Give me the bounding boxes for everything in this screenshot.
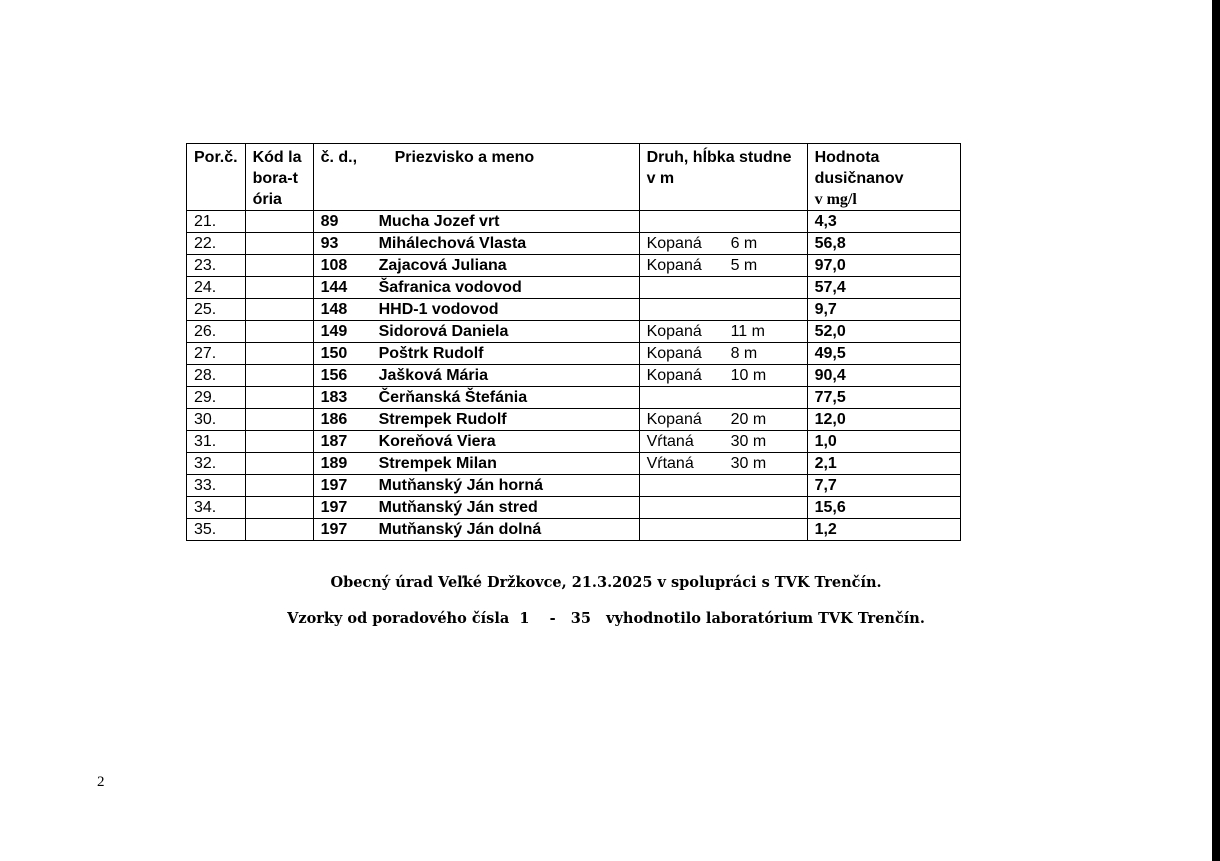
table-header-row: [187, 144, 961, 211]
house-number: 89: [320, 213, 339, 230]
cell-name: [313, 211, 639, 233]
cell-kod: [245, 519, 313, 541]
header-druh: [639, 144, 807, 211]
house-number: 144: [320, 279, 348, 296]
table-row: [187, 475, 961, 497]
owner-name: Strempek Rudolf: [378, 411, 507, 428]
header-value-label: Hodnota dusičnanov: [814, 149, 904, 187]
cell-name: [313, 475, 639, 497]
header-kod: [245, 144, 313, 211]
cell-value: 2,1: [807, 453, 960, 475]
cell-value: 4,3: [807, 211, 960, 233]
cell-value: 90,4: [807, 365, 960, 387]
house-number: 197: [320, 477, 348, 494]
table-row: [187, 277, 961, 299]
note-laboratory: Vzorky od poradového čísla 1 - 35 vyhodnotilo laboratórium TVK Trenčín.: [287, 610, 925, 627]
table-row: [187, 365, 961, 387]
header-name: [313, 144, 639, 211]
well-type: Kopaná: [646, 367, 702, 384]
cell-value: 15,6: [807, 497, 960, 519]
cell-kod: [245, 365, 313, 387]
cell-por: 24.: [187, 277, 246, 299]
cell-value: 9,7: [807, 299, 960, 321]
cell-druh: [639, 255, 807, 277]
cell-value: 77,5: [807, 387, 960, 409]
owner-name: Mutňanský Ján horná: [378, 477, 544, 494]
cell-druh: [639, 475, 807, 497]
cell-por: 35.: [187, 519, 246, 541]
cell-value: 52,0: [807, 321, 960, 343]
cell-name: [313, 453, 639, 475]
owner-name: Šafranica vodovod: [378, 279, 522, 296]
cell-name: [313, 343, 639, 365]
header-druh-label: Druh, hĺbka studne v m: [646, 149, 792, 187]
cell-por: 34.: [187, 497, 246, 519]
cell-name: [313, 387, 639, 409]
table-row: [187, 497, 961, 519]
table-row: [187, 453, 961, 475]
cell-value: 1,2: [807, 519, 960, 541]
well-depth: 30 m: [730, 455, 767, 472]
house-number: 189: [320, 455, 348, 472]
cell-kod: [245, 343, 313, 365]
owner-name: Mihálechová Vlasta: [378, 235, 527, 252]
house-number: 187: [320, 433, 348, 450]
owner-name: Sidorová Daniela: [378, 323, 509, 340]
cell-por: 25.: [187, 299, 246, 321]
cell-druh: [639, 453, 807, 475]
cell-name: [313, 233, 639, 255]
cell-druh: [639, 387, 807, 409]
cell-kod: [245, 431, 313, 453]
house-number: 93: [320, 235, 339, 252]
well-depth: 6 m: [730, 235, 758, 252]
cell-name: [313, 497, 639, 519]
well-type: Vŕtaná: [646, 455, 694, 472]
cell-por: 23.: [187, 255, 246, 277]
owner-name: HHD-1 vodovod: [378, 301, 499, 318]
well-depth: 30 m: [730, 433, 767, 450]
cell-por: 27.: [187, 343, 246, 365]
house-number: 197: [320, 521, 348, 538]
cell-kod: [245, 475, 313, 497]
table-row: [187, 387, 961, 409]
cell-kod: [245, 387, 313, 409]
cell-name: [313, 255, 639, 277]
cell-value: 97,0: [807, 255, 960, 277]
cell-kod: [245, 409, 313, 431]
cell-druh: [639, 277, 807, 299]
cell-druh: [639, 431, 807, 453]
cell-name: [313, 431, 639, 453]
well-type: Kopaná: [646, 411, 702, 428]
well-depth: 8 m: [730, 345, 758, 362]
house-number: 148: [320, 301, 348, 318]
cell-por: 28.: [187, 365, 246, 387]
well-type: Vŕtaná: [646, 433, 694, 450]
cell-por: 30.: [187, 409, 246, 431]
house-number: 108: [320, 257, 348, 274]
well-depth: 5 m: [730, 257, 758, 274]
table-row: [187, 321, 961, 343]
cell-kod: [245, 277, 313, 299]
cell-name: [313, 277, 639, 299]
house-number: 186: [320, 411, 348, 428]
note-office: Obecný úrad Veľké Držkovce, 21.3.2025 v spolupráci s TVK Trenčín.: [330, 574, 882, 591]
cell-por: 29.: [187, 387, 246, 409]
cell-druh: [639, 409, 807, 431]
house-number: 149: [320, 323, 348, 340]
cell-druh: [639, 321, 807, 343]
house-number: 156: [320, 367, 348, 384]
cell-druh: [639, 519, 807, 541]
owner-name: Zajacová Juliana: [378, 257, 507, 274]
cell-name: [313, 299, 639, 321]
table-body: [187, 211, 961, 541]
header-value-unit: v mg/l: [814, 191, 857, 208]
house-number: 183: [320, 389, 348, 406]
well-depth: 20 m: [730, 411, 767, 428]
table-row: [187, 343, 961, 365]
cell-value: 49,5: [807, 343, 960, 365]
cell-kod: [245, 453, 313, 475]
cell-kod: [245, 497, 313, 519]
cell-kod: [245, 255, 313, 277]
table-row: [187, 233, 961, 255]
cell-por: 26.: [187, 321, 246, 343]
page-edge-bar: [1212, 0, 1220, 861]
owner-name: Čerňanská Štefánia: [378, 389, 528, 406]
cell-value: 57,4: [807, 277, 960, 299]
cell-druh: [639, 211, 807, 233]
cell-por: 21.: [187, 211, 246, 233]
cell-kod: [245, 233, 313, 255]
table-row: [187, 211, 961, 233]
header-kod-label: Kód labora-tória: [252, 149, 302, 208]
cell-value: 56,8: [807, 233, 960, 255]
owner-name: Poštrk Rudolf: [378, 345, 484, 362]
cell-por: 22.: [187, 233, 246, 255]
well-depth: 11 m: [730, 323, 765, 340]
owner-name: Mutňanský Ján dolná: [378, 521, 542, 538]
cell-name: [313, 409, 639, 431]
cell-name: [313, 365, 639, 387]
cell-por: 32.: [187, 453, 246, 475]
cell-name: [313, 321, 639, 343]
owner-name: Mucha Jozef vrt: [378, 213, 500, 230]
cell-name: [313, 519, 639, 541]
well-depth: 10 m: [730, 367, 767, 384]
owner-name: Mutňanský Ján stred: [378, 499, 538, 516]
cell-druh: [639, 233, 807, 255]
cell-druh: [639, 299, 807, 321]
owner-name: Jašková Mária: [378, 367, 488, 384]
table-row: [187, 431, 961, 453]
header-cd: č. d.,: [320, 149, 358, 166]
header-name-label: Priezvisko a meno: [394, 149, 535, 166]
table-row: [187, 409, 961, 431]
cell-kod: [245, 299, 313, 321]
cell-kod: [245, 211, 313, 233]
well-type: Kopaná: [646, 345, 702, 362]
header-por: Por.č.: [187, 144, 246, 211]
nitrate-results-table: [186, 143, 961, 541]
page-number: 2: [97, 774, 105, 790]
cell-por: 31.: [187, 431, 246, 453]
header-value: [807, 144, 960, 211]
cell-value: 12,0: [807, 409, 960, 431]
cell-druh: [639, 343, 807, 365]
well-type: Kopaná: [646, 257, 702, 274]
table-row: [187, 299, 961, 321]
house-number: 197: [320, 499, 348, 516]
cell-druh: [639, 365, 807, 387]
well-type: Kopaná: [646, 235, 702, 252]
table-row: [187, 255, 961, 277]
cell-druh: [639, 497, 807, 519]
cell-kod: [245, 321, 313, 343]
owner-name: Koreňová Viera: [378, 433, 496, 450]
cell-por: 33.: [187, 475, 246, 497]
table-row: [187, 519, 961, 541]
owner-name: Strempek Milan: [378, 455, 497, 472]
cell-value: 1,0: [807, 431, 960, 453]
well-type: Kopaná: [646, 323, 702, 340]
cell-value: 7,7: [807, 475, 960, 497]
house-number: 150: [320, 345, 348, 362]
